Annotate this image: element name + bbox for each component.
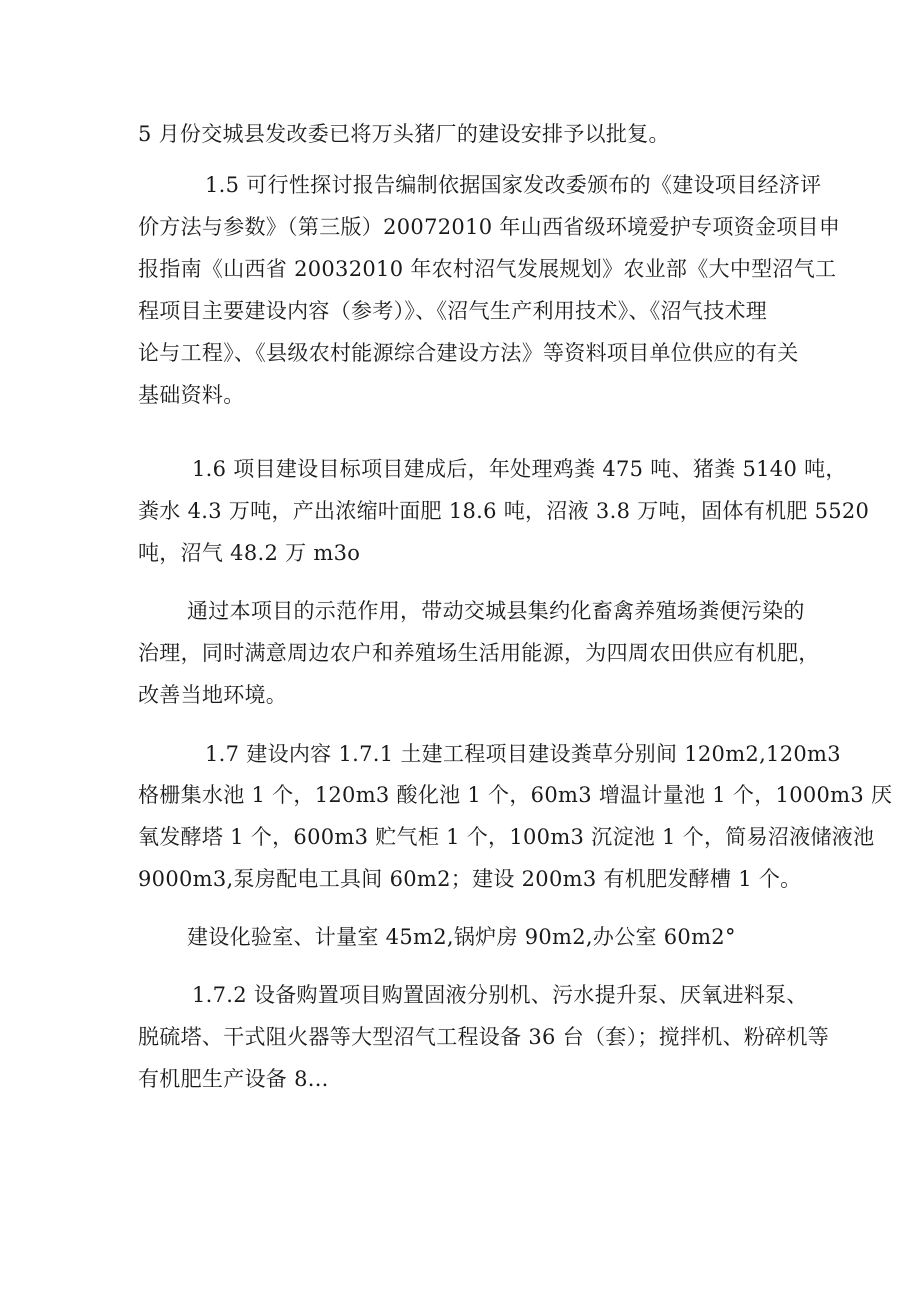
text-line-4: 报指南《山西省 20032010 年农村沼气发展规划》农业部《大中型沼气工 <box>138 257 837 281</box>
text-line-14: 1.7 建设内容 1.7.1 土建工程项目建设粪草分别间 120m2,120m3 <box>205 742 841 766</box>
text-line-21: 有机肥生产设备 8... <box>138 1067 329 1091</box>
text-line-13: 改善当地环境。 <box>138 683 288 707</box>
text-line-20: 脱硫塔、干式阻火器等大型沼气工程设备 36 台（套）；搅拌机、粉碎机等 <box>138 1025 830 1049</box>
text-line-10: 吨，沼气 48.2 万 m3o <box>138 541 361 565</box>
text-line-19: 1.7.2 设备购置项目购置固液分别机、污水提升泵、厌氧进料泵、 <box>192 983 808 1007</box>
text-line-2: 1.5 可行性探讨报告编制依据国家发改委颁布的《建设项目经济评 <box>205 173 822 197</box>
text-line-11: 通过本项目的示范作用，带动交城县集约化畜禽养殖场粪便污染的 <box>187 599 805 623</box>
text-line-3: 价方法与参数》（第三版）20072010 年山西省级环境爱护专项资金项目申 <box>138 215 841 239</box>
text-line-6: 论与工程》、《县级农村能源综合建设方法》等资料项目单位供应的有关 <box>138 341 799 365</box>
text-line-17: 9000m3,泵房配电工具间 60m2；建设 200m3 有机肥发酵槽 1 个。 <box>138 867 802 891</box>
text-line-12: 治理，同时满意周边农户和养殖场生活用能源，为四周农田供应有机肥， <box>138 641 820 665</box>
text-line-7: 基础资料。 <box>138 383 245 407</box>
text-line-16: 氧发酵塔 1 个，600m3 贮气柜 1 个，100m3 沉淀池 1 个，简易沼液储液池 <box>138 825 875 849</box>
text-line-15: 格栅集水池 1 个，120m3 酸化池 1 个，60m3 增温计量池 1 个，1000m3 厌 <box>138 783 893 807</box>
text-line-8: 1.6 项目建设目标项目建成后，年处理鸡粪 475 吨、猪粪 5140 吨， <box>192 457 847 481</box>
text-line-18: 建设化验室、计量室 45m2,锅炉房 90m2,办公室 60m2° <box>187 925 736 949</box>
text-line-5: 程项目主要建设内容（参考）》、《沼气生产利用技术》、《沼气技术理 <box>138 299 768 323</box>
text-line-1: 5 月份交城县发改委已将万头猪厂的建设安排予以批复。 <box>138 122 670 146</box>
text-line-9: 粪水 4.3 万吨，产出浓缩叶面肥 18.6 吨，沼液 3.8 万吨，固体有机肥 5520 <box>138 499 870 523</box>
